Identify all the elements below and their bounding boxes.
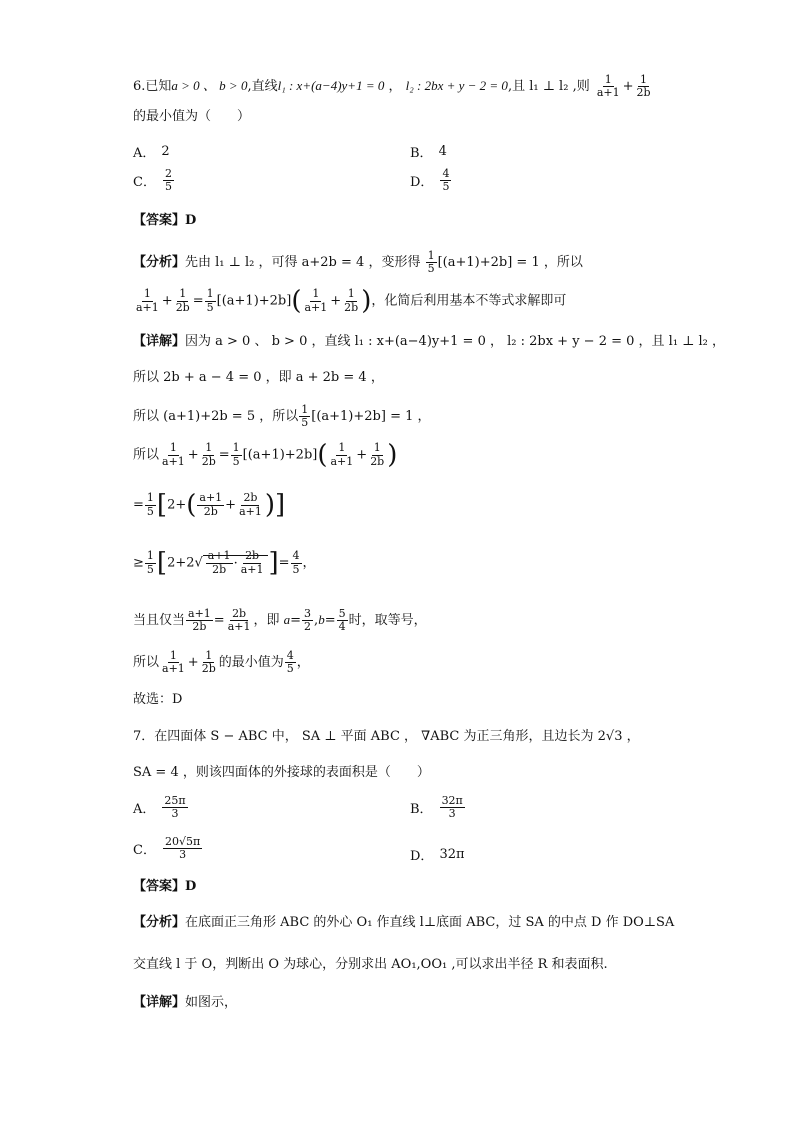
q6-frac2: $\frac{1}{2b}$ bbox=[636, 73, 651, 100]
q6-detail-line8: 所以 $\frac{1}{a+1}$ + $\frac{1}{2b}$ 的最小值为 $\frac{4}{5}$ ， bbox=[133, 649, 310, 676]
q6-analysis-line1: 【分析】先由 l₁ ⊥ l₂ ，可得 a+2b = 4 ，变形得 $\frac{1}{5}$ [(a+1)+2b] = 1 ，所以 bbox=[133, 249, 583, 276]
q6-detail-line1: 【详解】因为 a > 0 、 b > 0 ，直线 l₁ : x+(a−4)y+1 = 0 ， l₂ : 2bx + y − 2 = 0 ，且 l₁ ⊥ l₂ ， bbox=[133, 334, 726, 349]
q6-answer: 【答案】D bbox=[133, 213, 197, 228]
q7-option-a: A． $\frac{25\pi}{3}$ bbox=[133, 794, 186, 821]
q6-detail-line7: 当且仅当 $\frac{a+1}{2b}$ = $\frac{2b}{a+1}$ ，即 a= $\frac{3}{2}$ ,b= $\frac{5}{4}$ 时，取等号， bbox=[133, 607, 427, 634]
q6-option-c: C． $\frac{2}{5}$ bbox=[133, 167, 172, 194]
q6-detail-line6: ≥ $\frac{1}{5}$ [2+2√ $\frac{a+1}{2b}$ · $\frac{2b}{a+1}$ ]= $\frac{4}{5}$ ， bbox=[133, 548, 316, 578]
q6-option-d: D． $\frac{4}{5}$ bbox=[410, 167, 450, 194]
q6-detail-line4: 所以 $\frac{1}{a+1}$ + $\frac{1}{2b}$ = $\frac{1}{5}$ [(a+1)+2b]( $\frac{1}{a+1}$ + $\frac{1}{2b}$ ) bbox=[133, 440, 398, 470]
q6-choose: 故选：D bbox=[133, 692, 183, 707]
q6-option-a: A． 2 bbox=[133, 144, 170, 161]
q7-answer: 【答案】D bbox=[133, 879, 197, 894]
q6-frac1: $\frac{1}{a+1}$ bbox=[596, 73, 620, 100]
q7-detail-line1: 【详解】如图示， bbox=[133, 995, 238, 1010]
q6-detail-line2: 所以 2b + a − 4 = 0 ，即 a + 2b = 4 ， bbox=[133, 370, 384, 385]
q6-analysis-line2: $\frac{1}{a+1}$ + $\frac{1}{2b}$ = $\frac{1}{5}$ [(a+1)+2b]( $\frac{1}{a+1}$ + $\frac{1}{2b}$ )，化简后利用基本不等式求解即可 bbox=[136, 286, 567, 316]
q7-stem-line1: 7．在四面体 S − ABC 中， SA ⊥ 平面 ABC ， ∇ABC 为正三角形，且边长为 2√3 ， bbox=[133, 729, 640, 744]
q6-detail-line3: 所以 (a+1)+2b = 5 ，所以 $\frac{1}{5}$ [(a+1)+2b] = 1 ， bbox=[133, 403, 431, 430]
q7-stem-line2: SA = 4 ，则该四面体的外接球的表面积是（ ） bbox=[133, 765, 430, 780]
q7-option-d: D． 32π bbox=[410, 847, 465, 864]
q7-option-c: C． $\frac{20√5\pi}{3}$ bbox=[133, 835, 201, 862]
q7-option-b: B． $\frac{32\pi}{3}$ bbox=[410, 794, 463, 821]
q6-option-b: B． 4 bbox=[410, 144, 447, 161]
q7-analysis-line1: 【分析】在底面正三角形 ABC 的外心 O₁ 作直线 l⊥底面 ABC，过 SA 的中点 D 作 DO⊥SA bbox=[133, 915, 675, 930]
q6-stem-line1: 6.已知a > 0 、 b > 0,直线l₁ : x+(a−4)y+1 = 0 ， l₂ : 2bx + y − 2 = 0,且 l₁ ⊥ l₂ ,则 $\frac{1}{a+1}$ + $\frac{1}{2b}$ bbox=[133, 73, 651, 100]
q6-stem-line2: 的最小值为（ ） bbox=[133, 109, 251, 124]
q7-analysis-line2: 交直线 l 于 O，判断出 O 为球心，分别求出 AO₁,OO₁ ,可以求出半径 R 和表面积. bbox=[133, 957, 608, 972]
q6-detail-line5: = $\frac{1}{5}$ [2+( $\frac{a+1}{2b}$ + $\frac{2b}{a+1}$ )] bbox=[133, 490, 286, 520]
